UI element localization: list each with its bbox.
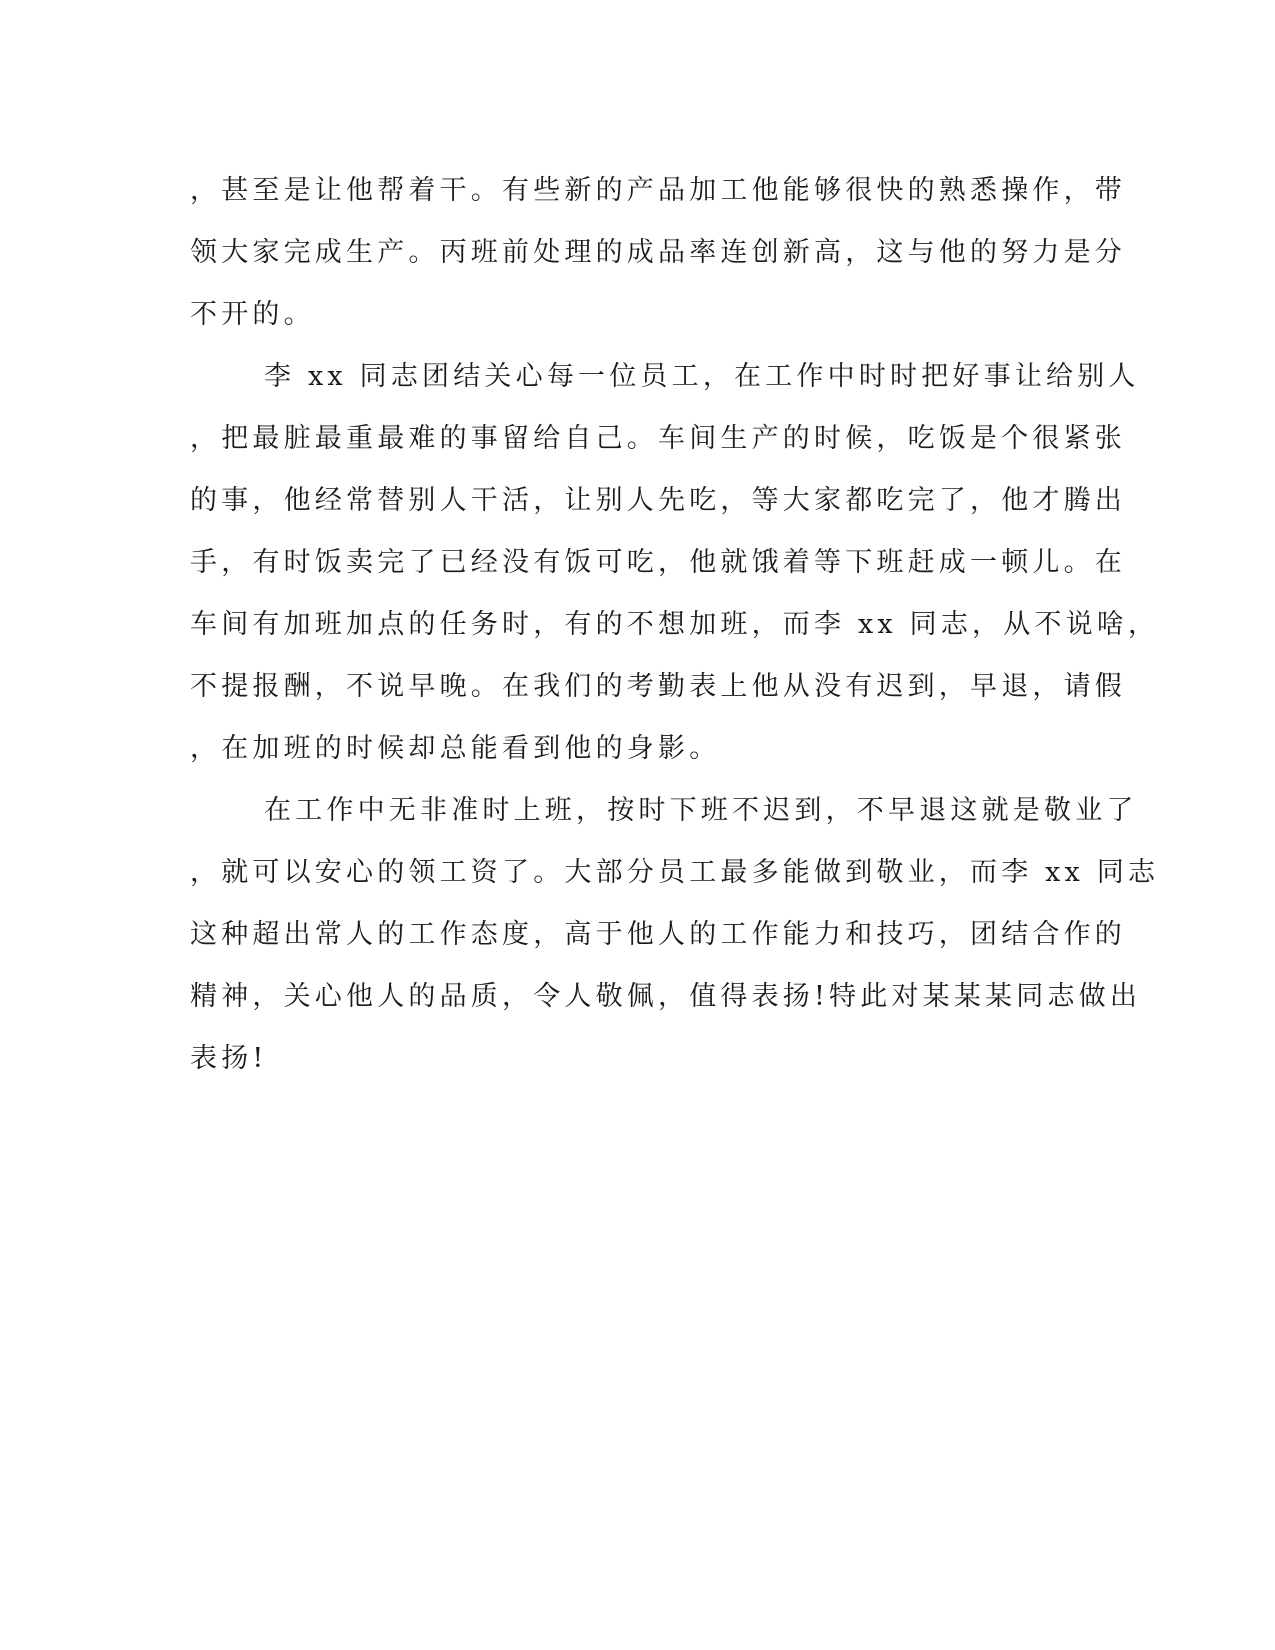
text-line: 在工作中无非准时上班，按时下班不迟到，不早退这就是敬业了 [264, 795, 1138, 826]
text-line: ，甚至是让他帮着干。有些新的产品加工他能够很快的熟悉操作，带 [190, 175, 1126, 206]
text-line: 的事，他经常替别人干活，让别人先吃，等大家都吃完了，他才腾出 [190, 485, 1126, 516]
text-line: ，在加班的时候却总能看到他的身影。 [190, 733, 721, 764]
text-line: 这种超出常人的工作态度，高于他人的工作能力和技巧，团结合作的 [190, 919, 1126, 950]
text-line: 不提报酬，不说早晚。在我们的考勤表上他从没有迟到，早退，请假 [190, 671, 1126, 702]
paragraph-1 [190, 160, 1126, 346]
text-line: 车间有加班加点的任务时，有的不想加班，而李 xx 同志，从不说啥， [190, 609, 1160, 640]
text-line: 不开的。 [190, 299, 315, 330]
text-line: ，把最脏最重最难的事留给自己。车间生产的时候，吃饭是个很紧张 [190, 423, 1126, 454]
paragraph-2 [190, 346, 1160, 780]
text-line: 李 xx 同志团结关心每一位员工，在工作中时时把好事让给别人 [264, 361, 1140, 392]
text-line: 手，有时饭卖完了已经没有饭可吃，他就饿着等下班赶成一顿儿。在 [190, 547, 1126, 578]
body-text [190, 160, 1160, 1090]
text-line: 领大家完成生产。丙班前处理的成品率连创新高，这与他的努力是分 [190, 237, 1126, 268]
text-line: ，就可以安心的领工资了。大部分员工最多能做到敬业，而李 xx 同志 [190, 857, 1160, 888]
text-line: 精神，关心他人的品质，令人敬佩，值得表扬!特此对某某某同志做出 [190, 981, 1142, 1012]
paragraph-3 [190, 780, 1160, 1090]
text-line: 表扬! [190, 1043, 268, 1074]
